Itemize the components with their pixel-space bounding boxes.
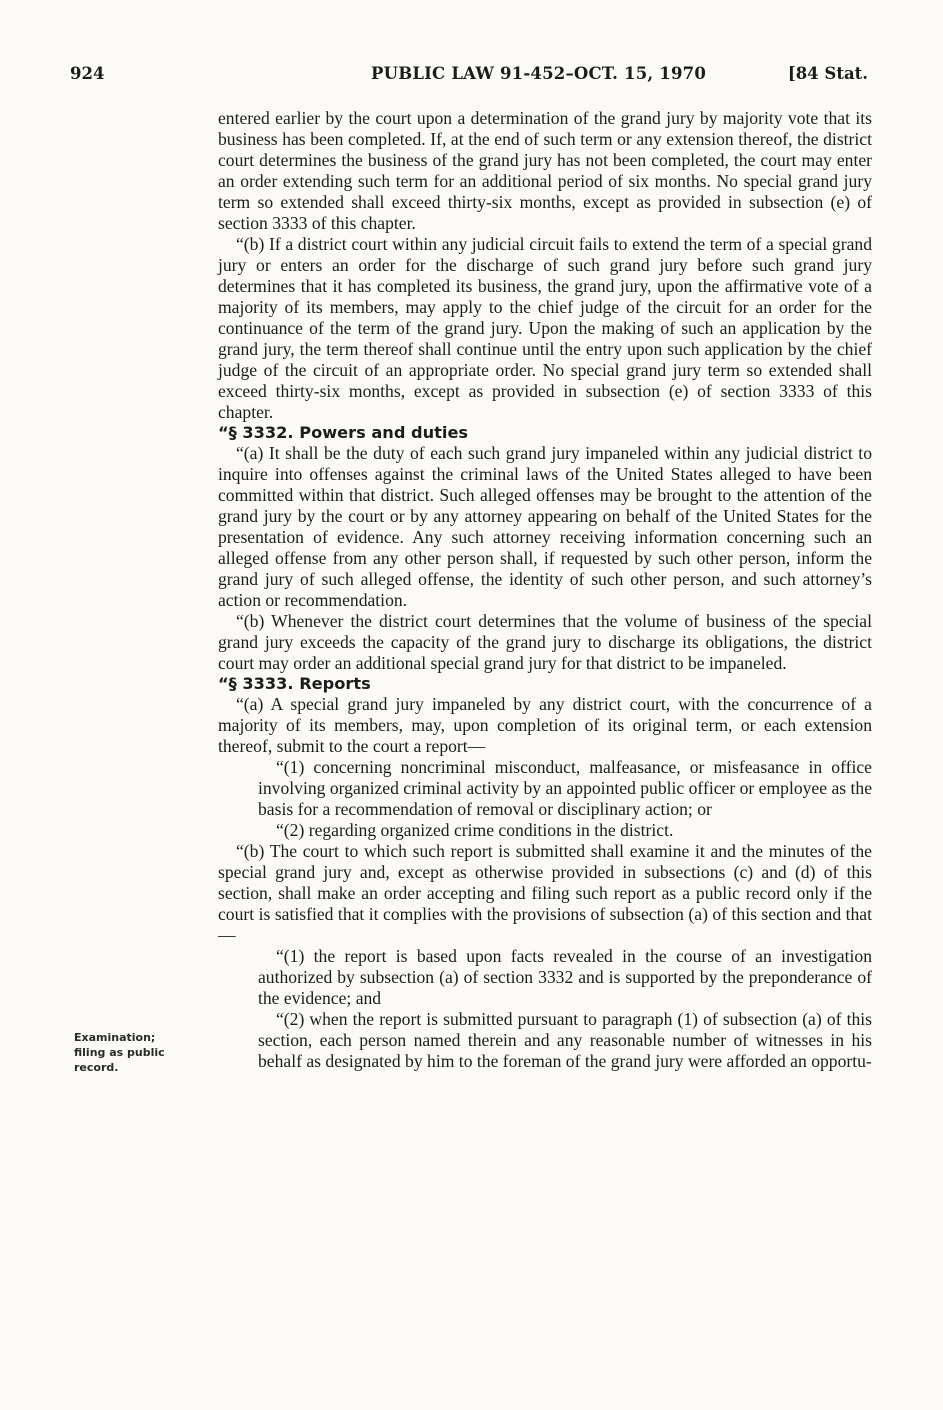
clause-3333-b-2: “(2) when the report is submitted pursuant to paragraph (1) of subsection (a) of this section, each person named therein and any reasonable number of witnesses in his behalf as designated by him to the foreman of the grand jury were afforded an opportu- (258, 1009, 872, 1071)
statute-reference: [84 Stat. (787, 64, 868, 83)
margin-note (74, 1030, 194, 1075)
paragraph-3333-a: “(a) A special grand jury impaneled by any district court, with the concurrence of a majority of its members, may, upon completion of its original term, or each extension thereof, submit to the court a report— (218, 694, 872, 756)
section-heading-3332: “§ 3332. Powers and duties (218, 423, 469, 442)
margin-note-line: record. (74, 1061, 119, 1074)
paragraph-continued: entered earlier by the court upon a determination of the grand jury by majority vote that its business has been completed. If, at the end of such term or any extension thereof, the district court determines the business of the grand jury has not been completed, the court may enter an order extending such term for an additional period of six months. No special grand jury term so extended shall exceed thirty-six months, except as provided in subsection (e) of section 3333 of this chapter. (218, 108, 872, 233)
running-header (70, 64, 868, 88)
paragraph-3331-b: “(b) If a district court within any judicial circuit fails to extend the term of a special grand jury or enters an order for the discharge of such grand jury before such grand jury determines that it has completed its business, the grand jury, upon the affirmative vote of a majority of its members, may apply to the chief judge of the circuit for an order for the continuance of the term of the grand jury. Upon the making of such an application by the grand jury, the term thereof shall continue until the entry upon such application by the chief judge of the circuit of an appropriate order. No special grand jury term so extended shall exceed thirty-six months, except as provided in subsection (e) of section 3333 of this chapter. (218, 234, 872, 422)
law-title: PUBLIC LAW 91-452–OCT. 15, 1970 (371, 64, 707, 83)
margin-note-line: Examination; (74, 1031, 156, 1044)
paragraph-3332-b: “(b) Whenever the district court determines that the volume of business of the special grand jury exceeds the capacity of the grand jury to discharge its obligations, the district court may order an additional special grand jury for that district to be impaneled. (218, 611, 872, 673)
section-heading-3333: “§ 3333. Reports (218, 674, 371, 693)
clause-3333-b-1: “(1) the report is based upon facts revealed in the course of an investigation authorized by subsection (a) of section 3332 and is supported by the preponderance of the evidence; and (258, 946, 872, 1008)
paragraph-3333-b: “(b) The court to which such report is submitted shall examine it and the minutes of the special grand jury and, except as otherwise provided in subsections (c) and (d) of this section, shall make an order accepting and filing such report as a public record only if the court is satisfied that it complies with the provisions of subsection (a) of this section and that— (218, 841, 872, 945)
statute-text (218, 108, 872, 1072)
clause-3333-a-2: “(2) regarding organized crime conditions in the district. (276, 820, 674, 840)
margin-note-line: filing as public (74, 1046, 165, 1059)
page-number: 924 (70, 64, 105, 83)
paragraph-3332-a: “(a) It shall be the duty of each such grand jury impaneled within any judicial district to inquire into offenses against the criminal laws of the United States alleged to have been committed within that district. Such alleged offenses may be brought to the attention of the grand jury by the court or by any attorney appearing on behalf of the United States for the presentation of evidence. Any such attorney receiving information concerning such an alleged offense from any other person shall, if requested by such other person, inform the grand jury of such alleged offense, the identity of such other person, and such attorney’s action or recommendation. (218, 443, 872, 610)
clause-3333-a-1: “(1) concerning noncriminal misconduct, malfeasance, or misfeasance in office involving organized criminal activity by an appointed public officer or employee as the basis for a recommendation of removal or disciplinary action; or (258, 757, 872, 819)
